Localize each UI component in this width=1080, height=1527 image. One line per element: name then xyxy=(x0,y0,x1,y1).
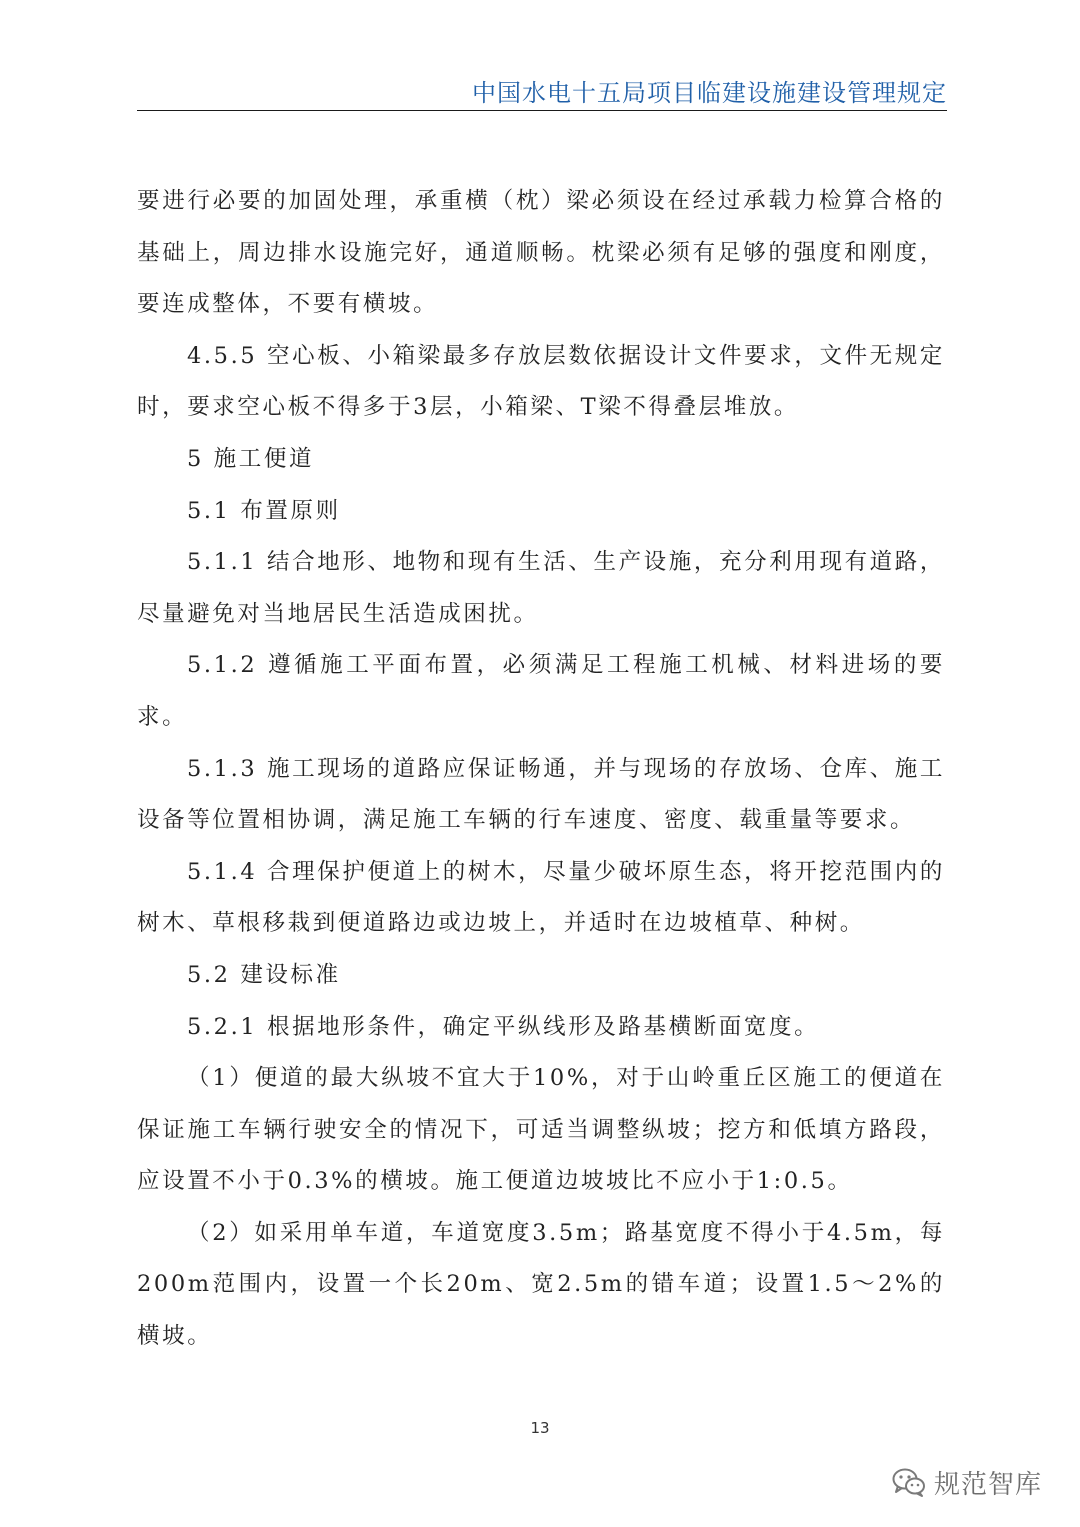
paragraph: 5.2.1 根据地形条件，确定平纵线形及路基横断面宽度。 xyxy=(187,1013,820,1040)
paragraph: 5.1.2 遵循施工平面布置，必须满足工程施工机械、材料进场的要求。 xyxy=(137,652,945,730)
page-number: 13 xyxy=(530,1419,550,1437)
paragraph: 5.1.3 施工现场的道路应保证畅通，并与现场的存放场、仓库、施工设备等位置相协调，满足施工车辆的行车速度、密度、载重量等要求。 xyxy=(137,755,945,834)
paragraph: 4.5.5 空心板、小箱梁最多存放层数依据设计文件要求，文件无规定时，要求空心板不得多于3层，小箱梁、T梁不得叠层堆放。 xyxy=(137,342,945,421)
watermark xyxy=(892,1462,1042,1502)
section-heading: 5 施工便道 xyxy=(187,445,315,472)
wechat-icon xyxy=(892,1467,926,1497)
section-heading: 5.2 建设标准 xyxy=(187,961,341,988)
paragraph: （1）便道的最大纵坡不宜大于10%，对于山岭重丘区施工的便道在保证施工车辆行驶安全的情况下，可适当调整纵坡；挖方和低填方路段，应设置不小于0.3%的横坡。施工便道边坡坡比不应小于1:0.5。 xyxy=(137,1065,945,1195)
section-heading: 5.1 布置原则 xyxy=(187,497,341,524)
document-body xyxy=(137,176,945,1363)
header-title: 中国水电十五局项目临建设施建设管理规定 xyxy=(472,79,947,107)
page-header xyxy=(137,78,947,111)
watermark-text: 规范智库 xyxy=(933,1469,1042,1500)
paragraph: 5.1.4 合理保护便道上的树木，尽量少破坏原生态，将开挖范围内的树木、草根移栽到便道路边或边坡上，并适时在边坡植草、种树。 xyxy=(137,858,945,937)
paragraph: （2）如采用单车道，车道宽度3.5m；路基宽度不得小于4.5m，每200m范围内，设置一个长20m、宽2.5m的错车道；设置1.5～2%的横坡。 xyxy=(137,1219,945,1350)
paragraph: 要进行必要的加固处理，承重横（枕）梁必须设在经过承载力检算合格的基础上，周边排水设施完好，通道顺畅。枕梁必须有足够的强度和刚度，要连成整体，不要有横坡。 xyxy=(137,188,945,318)
paragraph: 5.1.1 结合地形、地物和现有生活、生产设施，充分利用现有道路，尽量避免对当地居民生活造成困扰。 xyxy=(137,549,945,627)
